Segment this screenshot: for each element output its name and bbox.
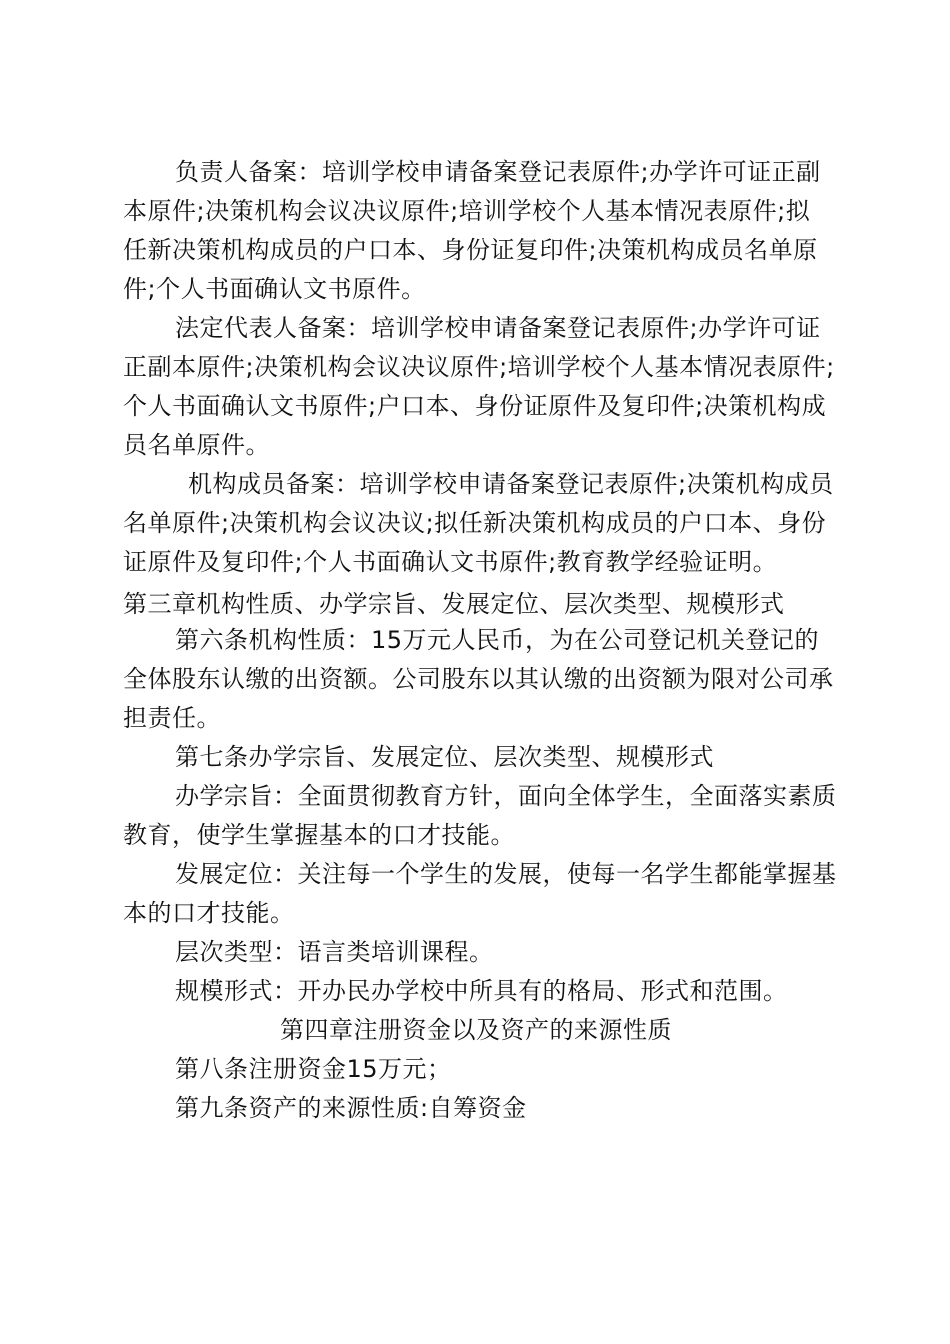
paragraph-line: 第六条机构性质：15万元人民币，为在公司登记机关登记的 (175, 626, 820, 654)
paragraph-line: 机构成员备案：培训学校申请备案登记表原件;决策机构成员 (188, 470, 834, 498)
paragraph-line: 任新决策机构成员的户口本、身份证复印件;决策机构成员名单原 (123, 236, 818, 264)
paragraph-line: 第八条注册资金15万元； (175, 1055, 452, 1083)
paragraph-line: 层次类型：语言类培训课程。 (175, 938, 494, 966)
paragraph-line: 担责任。 (123, 704, 221, 732)
paragraph-line: 本原件;决策机构会议决议原件;培训学校个人基本情况表原件;拟 (123, 197, 811, 225)
paragraph-line: 法定代表人备案：培训学校申请备案登记表原件;办学许可证 (175, 314, 821, 342)
paragraph-line: 正副本原件;决策机构会议决议原件;培训学校个人基本情况表原件; (123, 353, 835, 381)
paragraph-line: 件;个人书面确认文书原件。 (123, 275, 426, 303)
paragraph-line: 员名单原件。 (123, 431, 270, 459)
chapter-heading: 第四章注册资金以及资产的来源性质 (280, 1016, 672, 1044)
paragraph-line: 教育，使学生掌握基本的口才技能。 (123, 821, 515, 849)
paragraph-line: 第九条资产的来源性质:自筹资金 (175, 1094, 527, 1122)
chapter-heading: 第三章机构性质、办学宗旨、发展定位、层次类型、规模形式 (123, 590, 785, 618)
article-heading: 第七条办学宗旨、发展定位、层次类型、规模形式 (175, 743, 714, 771)
paragraph-line: 全体股东认缴的出资额。公司股东以其认缴的出资额为限对公司承 (123, 665, 834, 693)
paragraph-line: 办学宗旨：全面贯彻教育方针，面向全体学生，全面落实素质 (175, 782, 837, 810)
paragraph-line: 个人书面确认文书原件;户口本、身份证原件及复印件;决策机构成 (123, 392, 827, 420)
paragraph-line: 规模形式：开办民办学校中所具有的格局、形式和范围。 (175, 977, 788, 1005)
paragraph-line: 本的口才技能。 (123, 899, 295, 927)
paragraph-line: 证原件及复印件;个人书面确认文书原件;教育教学经验证明。 (123, 548, 778, 576)
paragraph-line: 名单原件;决策机构会议决议;拟任新决策机构成员的户口本、身份 (123, 509, 827, 537)
paragraph-line: 发展定位：关注每一个学生的发展，使每一名学生都能掌握基 (175, 860, 837, 888)
paragraph-line: 负责人备案：培训学校申请备案登记表原件;办学许可证正副 (175, 158, 821, 186)
